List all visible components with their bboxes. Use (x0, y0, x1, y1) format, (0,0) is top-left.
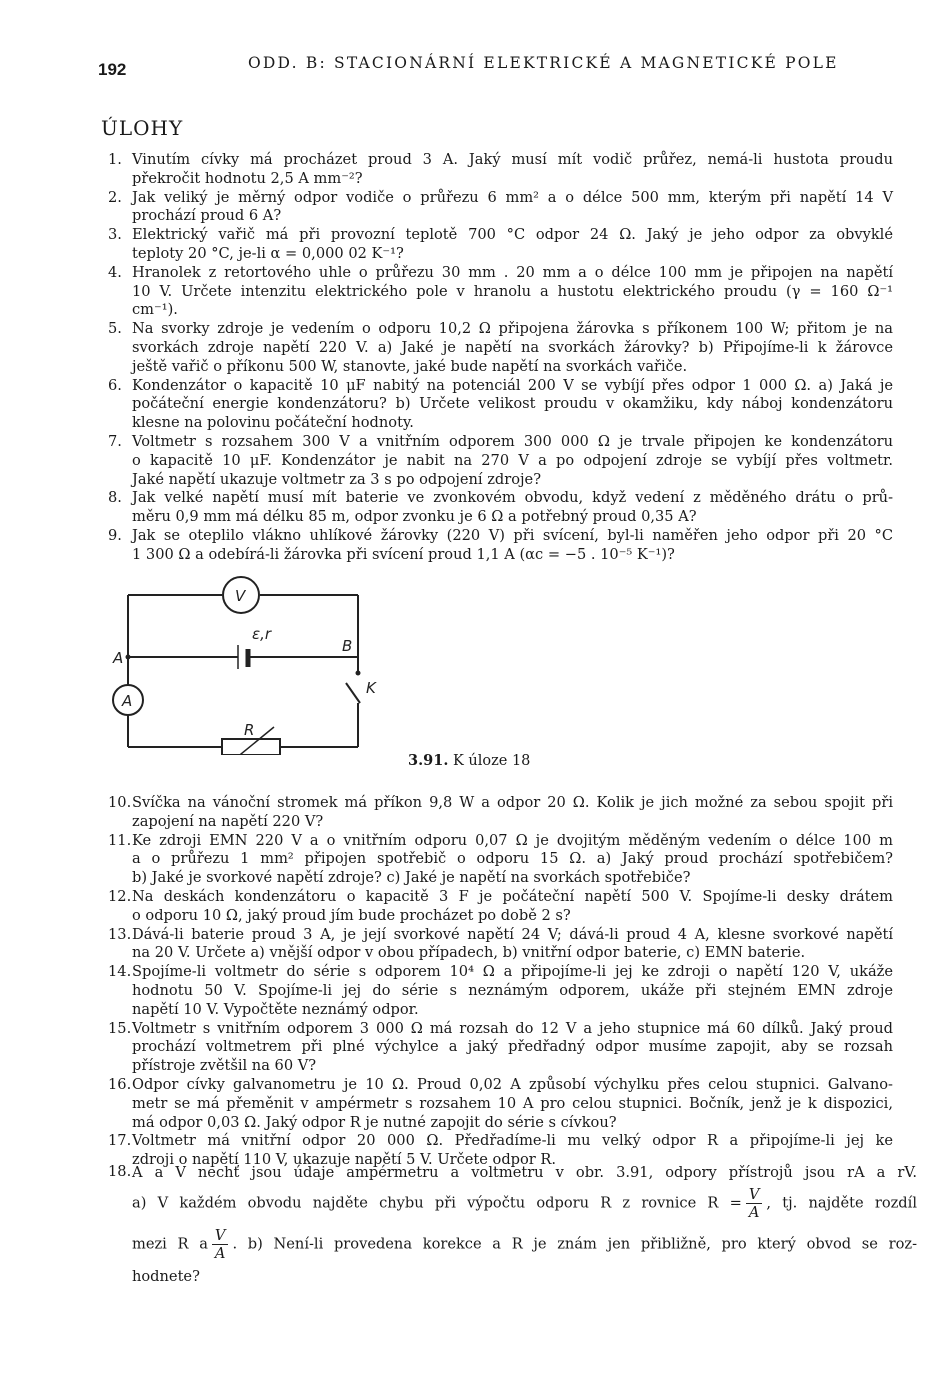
problem-line: a o průřezu 1 mm² připojen spotřebič o odporu 15 Ω. a) Jaký proud prochází spotřebičem? (132, 850, 893, 868)
page-number: 192 (98, 60, 127, 79)
problem-line: Jak se oteplilo vlákno uhlíkové žárovky (220 V) při svícení, byl-li naměřen jeho odpor při 20 °C (132, 526, 893, 544)
fraction (746, 1186, 763, 1221)
problem-line: zdroji o napětí 110 V, ukazuje napětí 5 V. Určete odpor R. (132, 1151, 557, 1169)
problem-number: 9. (108, 526, 122, 544)
ammeter-label: A (122, 692, 133, 710)
problem-item (108, 926, 893, 964)
text-run: , tj. najděte rozdíl (766, 1194, 917, 1212)
problem-item (108, 1020, 893, 1076)
problem-line: Jaké napětí ukazuje voltmetr za 3 s po odpojení zdroje? (132, 470, 542, 488)
problem-line: b) Jaké je svorkové napětí zdroje? c) Jaké je napětí na svorkách spotřebiče? (132, 869, 691, 887)
problem-item (108, 320, 893, 376)
problem-number: 4. (108, 263, 122, 281)
text-run: . b) Není-li provedena korekce a R je znám jen přibližně, pro který obvod se roz- (232, 1235, 917, 1253)
problem-line: Voltmetr má vnitřní odpor 20 000 Ω. Předřadíme-li mu velký odpor R a připojíme-li jej ke (132, 1132, 893, 1150)
voltmeter-label: V (235, 587, 246, 605)
problem-line: Svíčka na vánoční stromek má příkon 9,8 W a odpor 20 Ω. Kolik je jich možné za sebou spojit při (132, 794, 893, 811)
problem-item (108, 489, 893, 527)
problem-line: 10 V. Určete intenzitu elektrického pole v hranolu a hustotu elektrického proudu (γ = 160 Ω⁻¹ (132, 282, 893, 300)
circuit-diagram (110, 575, 410, 755)
figure-caption-text: K úloze 18 (448, 753, 531, 769)
problem-number: 11. (108, 831, 132, 849)
fraction-numerator: V (748, 1186, 760, 1203)
problem-line: A a V nechť jsou údaje ampérmetru a voltmetru v obr. 3.91, odpory přístrojů jsou rA a rV. (132, 1164, 917, 1181)
problem-line: Voltmetr s rozsahem 300 V a vnitřním odporem 300 000 Ω je trvale připojen ke kondenzátoru (132, 432, 893, 450)
problem-item (108, 264, 893, 320)
problem-item (108, 151, 893, 189)
running-header: ODD. B: STACIONÁRNÍ ELEKTRICKÉ A MAGNETICKÉ POLE (248, 54, 839, 72)
problem-number: 7. (108, 432, 122, 450)
problem-line (132, 1227, 917, 1262)
problem-line: napětí 10 V. Vypočtěte neznámý odpor. (132, 1000, 419, 1018)
problem-line: Vinutím cívky má procházet proud 3 A. Jaký musí mít vodič průřez, nemá-li hustota proudu (132, 151, 893, 168)
problem-list-1-9 (108, 151, 893, 565)
fraction-numerator: V (214, 1227, 226, 1244)
problem-item (108, 189, 893, 227)
problem-line: Na svorky zdroje je vedením o odporu 10,2 Ω připojena žárovka s příkonem 100 W; přitom je na (132, 320, 893, 338)
problem-item (108, 888, 893, 926)
problem-line (132, 1186, 917, 1221)
fraction-denominator: A (746, 1203, 763, 1221)
problem-number: 18. (108, 1163, 132, 1180)
problem-number: 12. (108, 887, 132, 905)
problem-line: Na deskách kondenzátoru o kapacitě 3 F je počáteční napětí 500 V. Spojíme-li desky drátem (132, 887, 893, 905)
problem-line: cm⁻¹). (132, 301, 178, 319)
problem-line: na 20 V. Určete a) vnější odpor v obou případech, b) vnitřní odpor baterie, c) EMN baterie. (132, 944, 806, 962)
node-b-label: B (342, 637, 353, 655)
problem-number: 10. (108, 794, 132, 811)
problem-line: zapojení na napětí 220 V? (132, 812, 324, 830)
problem-item (108, 527, 893, 565)
problem-item (108, 832, 893, 888)
resistor-label: R (244, 721, 255, 739)
problem-line: hodnete? (132, 1268, 200, 1285)
switch-contact (356, 671, 361, 676)
problem-line: Spojíme-li voltmetr do série s odporem 10⁴ Ω a připojíme-li jej ke zdroji o napětí 120 V, ukáže (132, 963, 893, 981)
source-label: ε,r (252, 625, 272, 643)
problem-number: 14. (108, 963, 132, 981)
problem-number: 5. (108, 320, 122, 338)
problem-line: ještě vařič o příkonu 500 W, stanovte, jaké bude napětí na svorkách vařiče. (132, 357, 688, 375)
problem-18 (108, 1163, 917, 1285)
problem-item (108, 794, 893, 832)
text-run: a) V každém obvodu najděte chybu při výpočtu odporu R z rovnice R = (132, 1194, 742, 1212)
problem-list-10-17 (108, 794, 893, 1170)
problem-line: teploty 20 °C, je-li α = 0,000 02 K⁻¹? (132, 244, 404, 262)
problem-line: má odpor 0,03 Ω. Jaký odpor R je nutné zapojit do série s cívkou? (132, 1113, 617, 1131)
problem-line: Jak veliký je měrný odpor vodiče o průřezu 6 mm² a o délce 500 mm, kterým při napětí 14 V (132, 188, 893, 206)
problem-item (108, 226, 893, 264)
problem-line: klesne na polovinu počáteční hodnoty. (132, 414, 414, 432)
problem-number: 6. (108, 376, 122, 394)
problem-line: Hranolek z retortového uhle o průřezu 30 mm . 20 mm a o délce 100 mm je připojen na napětí (132, 263, 893, 281)
problem-line: Dává-li baterie proud 3 A, je její svorkové napětí 24 V; dává-li proud 4 A, klesne svorkové napětí (132, 925, 893, 943)
figure-number: 3.91. (408, 752, 449, 769)
problem-line: prochází voltmetrem při plné výchylce a jaký předřadný odpor musíme zapojit, aby se rozsah (132, 1038, 893, 1056)
problem-line: metr se má přeměnit v ampérmetr s rozsahem 10 A pro celou stupnici. Bočník, jenž je k dispozici, (132, 1094, 893, 1112)
problem-number: 13. (108, 925, 132, 943)
problem-number: 16. (108, 1075, 132, 1093)
problem-line: Elektrický vařič má při provozní teplotě 700 °C odpor 24 Ω. Jaký je jeho odpor za obvyklé (132, 226, 893, 244)
problem-number: 15. (108, 1019, 132, 1037)
node-a-dot (126, 655, 131, 660)
problem-line: Ke zdroji EMN 220 V a o vnitřním odporu 0,07 Ω je dvojitým měděným vedením o délce 100 m (132, 831, 893, 849)
problem-line: 1 300 Ω a odebírá-li žárovka při svícení proud 1,1 A (αc = −5 . 10⁻⁵ K⁻¹)? (132, 545, 675, 563)
problem-line: o kapacitě 10 μF. Kondenzátor je nabit na 270 V a po odpojení zdroje se vybíjí přes voltmetr. (132, 451, 893, 469)
problem-line: Jak velké napětí musí mít baterie ve zvonkovém obvodu, když vedení z měděného drátu o prů- (132, 489, 893, 507)
resistor-symbol (222, 739, 280, 755)
problem-number: 17. (108, 1132, 132, 1150)
text-run: mezi R a (132, 1235, 208, 1253)
section-title: ÚLOHY (101, 116, 184, 140)
problem-item (108, 433, 893, 489)
switch-label: K (366, 679, 376, 697)
problem-line: Kondenzátor o kapacitě 10 μF nabitý na potenciál 200 V se vybíjí přes odpor 1 000 Ω. a) Jaká je (132, 376, 893, 394)
problem-line: hodnotu 50 V. Spojíme-li jej do série s neznámým odporem, ukáže při stejném EMN zdroje (132, 981, 893, 999)
switch-blade (346, 683, 360, 703)
problem-line: překročit hodnotu 2,5 A mm⁻²? (132, 169, 363, 187)
problem-number: 3. (108, 226, 122, 244)
problem-line: svorkách zdroje napětí 220 V. a) Jaké je napětí na svorkách žárovky? b) Připojíme-li k žárovce (132, 338, 893, 356)
problem-item (108, 963, 893, 1019)
problem-line: přístroje zvětšil na 60 V? (132, 1057, 317, 1075)
problem-item (108, 377, 893, 433)
fraction-denominator: A (212, 1244, 229, 1262)
fraction (212, 1227, 229, 1262)
problem-number: 8. (108, 489, 122, 507)
problem-number: 2. (108, 188, 122, 206)
node-a-label: A (113, 649, 124, 667)
problem-number: 1. (108, 151, 122, 168)
problem-line: počáteční energie kondenzátoru? b) Určete velikost proudu v okamžiku, kdy náboj kondenzátoru (132, 395, 893, 413)
problem-line: prochází proud 6 A? (132, 207, 282, 225)
problem-line: Voltmetr s vnitřním odporem 3 000 Ω má rozsah do 12 V a jeho stupnice má 60 dílků. Jaký proud (132, 1019, 893, 1037)
problem-line: Odpor cívky galvanometru je 10 Ω. Proud 0,02 A způsobí výchylku přes celou stupnici. Galvano- (132, 1075, 893, 1093)
figure-caption (408, 752, 530, 769)
problem-line: o odporu 10 Ω, jaký proud jím bude procházet po době 2 s? (132, 906, 571, 924)
problem-item (108, 1076, 893, 1132)
problem-line: měru 0,9 mm má délku 85 m, odpor zvonku je 6 Ω a potřebný proud 0,35 A? (132, 508, 697, 526)
